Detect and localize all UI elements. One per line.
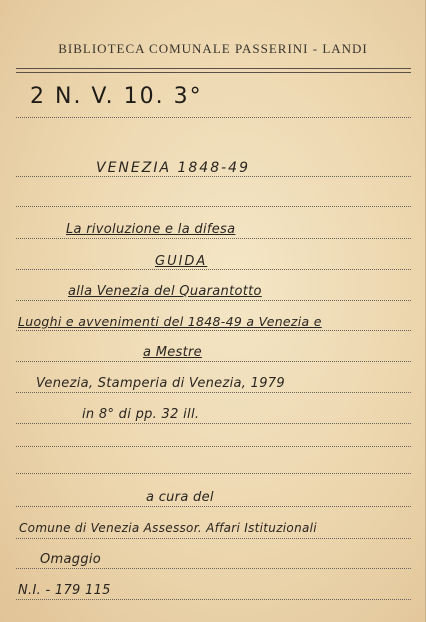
card-line-curator-label: a cura del [146, 490, 214, 505]
card-line-subtitle: alla Venezia del Quarantotto [68, 284, 262, 299]
ruled-line [16, 206, 411, 207]
ruled-line [16, 392, 411, 393]
card-line-format: in 8° di pp. 32 ill. [82, 407, 200, 422]
card-line-subject: VENEZIA 1848-49 [96, 160, 250, 176]
ruled-line [16, 176, 411, 177]
card-line-curator: Comune di Venezia Assessor. Affari Istituzionali [19, 521, 317, 535]
header-rule-top [16, 68, 411, 69]
ruled-line [16, 330, 411, 331]
ruled-line [16, 473, 411, 474]
card-line-guida: GUIDA [155, 254, 208, 269]
card-line-imprint: Venezia, Stamperia di Venezia, 1979 [36, 376, 285, 391]
ruled-line [16, 361, 411, 362]
ruled-line [16, 538, 411, 539]
ruled-line [16, 300, 411, 301]
ruled-line [16, 568, 411, 569]
ruled-line [16, 269, 411, 270]
shelfmark-line [16, 117, 411, 118]
ruled-line [16, 599, 411, 600]
ruled-line [16, 506, 411, 507]
shelfmark: 2 N. V. 10. 3° [30, 84, 203, 109]
ruled-line [16, 446, 411, 447]
card-line-description-cont: a Mestre [143, 345, 202, 360]
card-line-inventory: N.I. - 179 115 [18, 583, 111, 598]
library-header: BIBLIOTECA COMUNALE PASSERINI - LANDI [58, 41, 368, 56]
ruled-line [16, 238, 411, 239]
ruled-line [16, 423, 411, 424]
header-rule-bottom [16, 72, 411, 73]
card-line-title: La rivoluzione e la difesa [66, 222, 236, 237]
card-line-omaggio: Omaggio [40, 552, 102, 567]
card-line-description: Luoghi e avvenimenti del 1848-49 a Venezia e [18, 314, 322, 329]
